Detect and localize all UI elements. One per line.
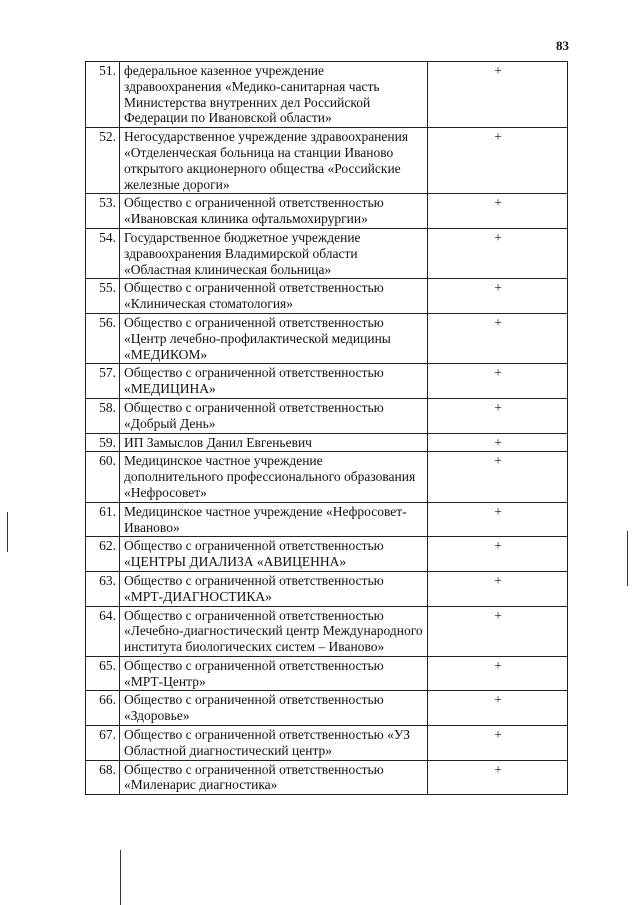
organization-name: Общество с ограниченной ответственностью «УЗ Областной диагностический центр» bbox=[120, 726, 428, 761]
row-number: 60. bbox=[86, 452, 120, 502]
participation-mark: + bbox=[428, 194, 568, 229]
organization-name: Общество с ограниченной ответственностью «Миленарис диагностика» bbox=[120, 760, 428, 795]
table-row bbox=[86, 726, 568, 761]
participation-mark: + bbox=[428, 364, 568, 399]
organization-name: Медицинское частное учреждение «Нефросовет-Иваново» bbox=[120, 502, 428, 537]
table-row bbox=[86, 194, 568, 229]
participation-mark: + bbox=[428, 691, 568, 726]
row-number: 55. bbox=[86, 279, 120, 314]
row-number: 58. bbox=[86, 398, 120, 433]
table-row bbox=[86, 691, 568, 726]
participation-mark: + bbox=[428, 606, 568, 656]
row-number: 56. bbox=[86, 313, 120, 363]
table-row bbox=[86, 606, 568, 656]
table-row bbox=[86, 656, 568, 691]
table-row bbox=[86, 228, 568, 278]
table-row bbox=[86, 62, 568, 128]
row-number: 64. bbox=[86, 606, 120, 656]
organizations-table bbox=[85, 61, 568, 795]
page-number: 83 bbox=[556, 38, 569, 53]
participation-mark: + bbox=[428, 398, 568, 433]
row-number: 65. bbox=[86, 656, 120, 691]
participation-mark: + bbox=[428, 433, 568, 452]
row-number: 63. bbox=[86, 571, 120, 606]
organization-name: Общество с ограниченной ответственностью «ЦЕНТРЫ ДИАЛИЗА «АВИЦЕННА» bbox=[120, 537, 428, 572]
row-number: 62. bbox=[86, 537, 120, 572]
table-row bbox=[86, 313, 568, 363]
organization-name: Медицинское частное учреждение дополнительного профессионального образования «Нефросовет» bbox=[120, 452, 428, 502]
table-body bbox=[86, 62, 568, 795]
table-row bbox=[86, 364, 568, 399]
table-row bbox=[86, 433, 568, 452]
organization-name: Общество с ограниченной ответственностью «МРТ-Центр» bbox=[120, 656, 428, 691]
organization-name: Общество с ограниченной ответственностью «Ивановская клиника офтальмохирургии» bbox=[120, 194, 428, 229]
organization-name: Общество с ограниченной ответственностью «Лечебно-диагностический центр Международного института биологических систем – Иваново» bbox=[120, 606, 428, 656]
organization-name: Негосударственное учреждение здравоохранения «Отделенческая больница на станции Иваново открытого акционерного общества «Российские железные дороги» bbox=[120, 128, 428, 194]
organization-name: Общество с ограниченной ответственностью «Центр лечебно-профилактической медицины «МЕДИКОМ» bbox=[120, 313, 428, 363]
organization-name: Общество с ограниченной ответственностью «Клиническая стоматология» bbox=[120, 279, 428, 314]
table-row bbox=[86, 502, 568, 537]
table-row bbox=[86, 452, 568, 502]
row-number: 52. bbox=[86, 128, 120, 194]
table-row bbox=[86, 537, 568, 572]
participation-mark: + bbox=[428, 279, 568, 314]
participation-mark: + bbox=[428, 537, 568, 572]
participation-mark: + bbox=[428, 452, 568, 502]
participation-mark: + bbox=[428, 571, 568, 606]
table-row bbox=[86, 128, 568, 194]
row-number: 53. bbox=[86, 194, 120, 229]
participation-mark: + bbox=[428, 62, 568, 128]
table-row bbox=[86, 571, 568, 606]
participation-mark: + bbox=[428, 128, 568, 194]
organization-name: Государственное бюджетное учреждение здравоохранения Владимирской области «Областная клиническая больница» bbox=[120, 228, 428, 278]
participation-mark: + bbox=[428, 726, 568, 761]
participation-mark: + bbox=[428, 760, 568, 795]
row-number: 61. bbox=[86, 502, 120, 537]
row-number: 54. bbox=[86, 228, 120, 278]
table-row bbox=[86, 760, 568, 795]
organization-name: ИП Замыслов Данил Евгеньевич bbox=[120, 433, 428, 452]
scan-artifact-bottom bbox=[120, 850, 121, 905]
participation-mark: + bbox=[428, 228, 568, 278]
table-row bbox=[86, 279, 568, 314]
row-number: 57. bbox=[86, 364, 120, 399]
row-number: 68. bbox=[86, 760, 120, 795]
scan-artifact-right bbox=[627, 531, 628, 586]
organization-name: Общество с ограниченной ответственностью «Добрый День» bbox=[120, 398, 428, 433]
organization-name: федеральное казенное учреждение здравоохранения «Медико-санитарная часть Министерства внутренних дел Российской Федерации по Ивановской области» bbox=[120, 62, 428, 128]
table-row bbox=[86, 398, 568, 433]
scan-artifact-left bbox=[7, 512, 8, 552]
row-number: 59. bbox=[86, 433, 120, 452]
participation-mark: + bbox=[428, 313, 568, 363]
participation-mark: + bbox=[428, 502, 568, 537]
row-number: 66. bbox=[86, 691, 120, 726]
organization-name: Общество с ограниченной ответственностью «Здоровье» bbox=[120, 691, 428, 726]
participation-mark: + bbox=[428, 656, 568, 691]
organization-name: Общество с ограниченной ответственностью «МЕДИЦИНА» bbox=[120, 364, 428, 399]
row-number: 51. bbox=[86, 62, 120, 128]
organization-name: Общество с ограниченной ответственностью «МРТ-ДИАГНОСТИКА» bbox=[120, 571, 428, 606]
row-number: 67. bbox=[86, 726, 120, 761]
